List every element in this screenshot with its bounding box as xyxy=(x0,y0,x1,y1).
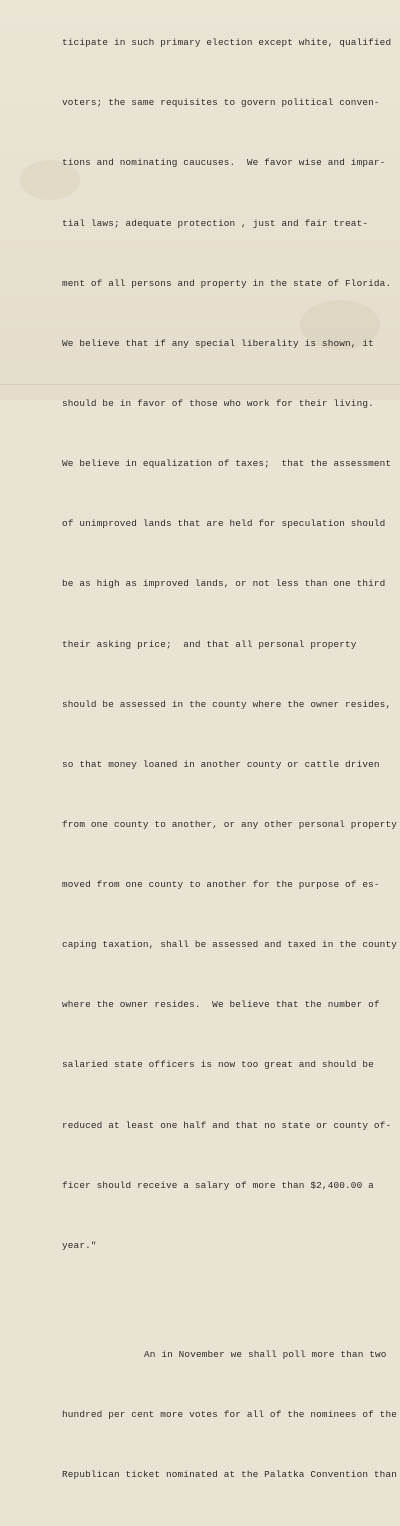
text-line: An in November we shall poll more than two xyxy=(144,1349,387,1361)
text-line: their asking price; and that all personal property xyxy=(62,638,357,650)
text-line: from one county to another, or any other personal property xyxy=(62,818,398,830)
text-line: caping taxation, shall be assessed and taxed in the county xyxy=(62,939,398,951)
text-line: ment of all persons and property in the state of Florida. xyxy=(62,277,392,289)
text-line: of unimproved lands that are held for speculation should xyxy=(62,518,386,530)
text-line: so that money loaned in another county or cattle driven xyxy=(62,758,380,770)
text-line: ticipate in such primary election except white, qualified xyxy=(62,37,392,49)
text-line: We believe in equalization of taxes; that the assessment xyxy=(62,458,392,470)
text-line: be as high as improved lands, or not less than one third xyxy=(62,578,386,590)
text-line: voters; the same requisites to govern political conven- xyxy=(62,97,380,109)
text-line: ficer should receive a salary of more than $2,400.00 a xyxy=(62,1179,374,1191)
text-line: reduced at least one half and that no state or county of- xyxy=(62,1119,392,1131)
text-line: year." xyxy=(62,1239,97,1251)
text-line: tions and nominating caucuses. We favor wise and impar- xyxy=(62,157,386,169)
paper-fold-line xyxy=(0,384,400,386)
text-line: We believe that if any special liberality is shown, it xyxy=(62,337,374,349)
text-line: should be assessed in the county where the owner resides, xyxy=(62,698,392,710)
text-line: moved from one county to another for the purpose of es- xyxy=(62,879,380,891)
text-line: where the owner resides. We believe that the number of xyxy=(62,999,380,1011)
text-line: tial laws; adequate protection , just and fair treat- xyxy=(62,217,369,229)
typed-letter-body xyxy=(62,0,396,1526)
text-line: should be in favor of those who work for their living. xyxy=(62,397,374,409)
paragraph-gap xyxy=(62,1296,396,1305)
text-line: salaried state officers is now too great and should be xyxy=(62,1059,374,1071)
text-line: hundred per cent more votes for all of the nominees of the xyxy=(62,1409,398,1421)
text-line: Republican ticket nominated at the Palatka Convention than xyxy=(62,1469,398,1481)
